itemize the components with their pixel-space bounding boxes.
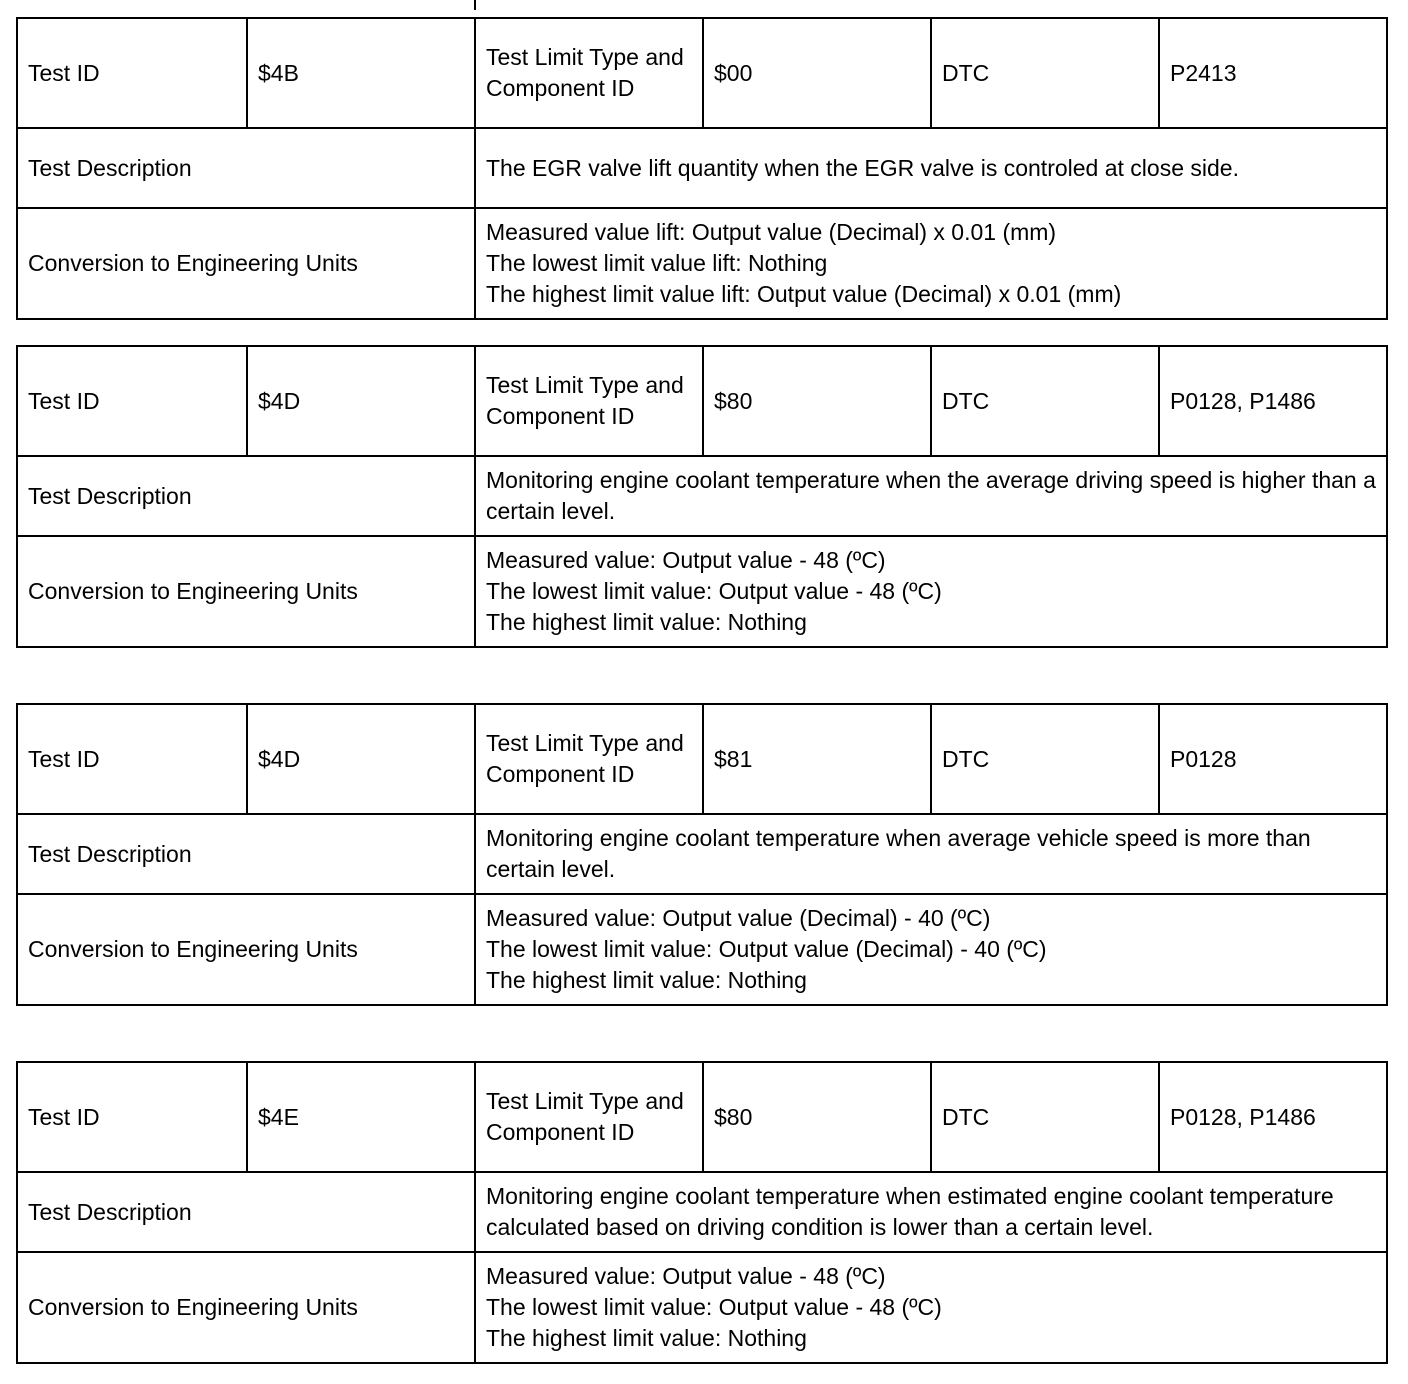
dtc-value: P0128, P1486 <box>1159 346 1387 456</box>
dtc-label: DTC <box>931 346 1159 456</box>
limit-type-label: Test Limit Type and Component ID <box>475 18 703 128</box>
header-row <box>17 704 1387 814</box>
conversion-line: The highest limit value: Nothing <box>486 967 807 993</box>
conversion-value <box>475 1252 1387 1363</box>
conversion-label: Conversion to Engineering Units <box>17 1252 475 1363</box>
dtc-value: P0128, P1486 <box>1159 1062 1387 1172</box>
conversion-line: The lowest limit value: Output value (Decimal) - 40 (ºC) <box>486 936 1047 962</box>
conversion-row <box>17 1252 1387 1363</box>
description-value: Monitoring engine coolant temperature when the average driving speed is higher than a certain level. <box>475 456 1387 536</box>
description-row <box>17 1172 1387 1252</box>
limit-type-value: $81 <box>703 704 931 814</box>
conversion-line: The lowest limit value lift: Nothing <box>486 250 828 276</box>
conversion-line: The lowest limit value: Output value - 48 (ºC) <box>486 578 942 604</box>
conversion-label: Conversion to Engineering Units <box>17 536 475 647</box>
conversion-row <box>17 208 1387 319</box>
test-id-value: $4E <box>247 1062 475 1172</box>
description-label: Test Description <box>17 456 475 536</box>
description-row <box>17 456 1387 536</box>
test-id-value: $4D <box>247 704 475 814</box>
header-row <box>17 18 1387 128</box>
description-value: Monitoring engine coolant temperature when average vehicle speed is more than certain level. <box>475 814 1387 894</box>
dtc-label: DTC <box>931 18 1159 128</box>
limit-type-label: Test Limit Type and Component ID <box>475 346 703 456</box>
test-id-label: Test ID <box>17 346 247 456</box>
conversion-line: Measured value: Output value - 48 (ºC) <box>486 547 886 573</box>
conversion-line: The lowest limit value: Output value - 48 (ºC) <box>486 1294 942 1320</box>
dtc-label: DTC <box>931 704 1159 814</box>
conversion-value <box>475 536 1387 647</box>
conversion-line: The highest limit value: Nothing <box>486 609 807 635</box>
conversion-line: Measured value: Output value (Decimal) - 40 (ºC) <box>486 905 991 931</box>
limit-type-value: $80 <box>703 346 931 456</box>
limit-type-label: Test Limit Type and Component ID <box>475 704 703 814</box>
test-id-value: $4B <box>247 18 475 128</box>
test-spec-table <box>16 1061 1388 1364</box>
description-label: Test Description <box>17 1172 475 1252</box>
header-row <box>17 346 1387 456</box>
conversion-line: The highest limit value: Nothing <box>486 1325 807 1351</box>
test-spec-table <box>16 345 1388 648</box>
test-spec-table <box>16 17 1388 320</box>
test-id-label: Test ID <box>17 18 247 128</box>
conversion-line: Measured value: Output value - 48 (ºC) <box>486 1263 886 1289</box>
description-label: Test Description <box>17 128 475 208</box>
page-edge-mark <box>474 0 476 10</box>
dtc-value: P0128 <box>1159 704 1387 814</box>
description-row <box>17 814 1387 894</box>
description-value: The EGR valve lift quantity when the EGR valve is controled at close side. <box>475 128 1387 208</box>
description-label: Test Description <box>17 814 475 894</box>
description-value: Monitoring engine coolant temperature when estimated engine coolant temperature calculated based on driving condition is lower than a certain level. <box>475 1172 1387 1252</box>
test-id-value: $4D <box>247 346 475 456</box>
conversion-line: Measured value lift: Output value (Decimal) x 0.01 (mm) <box>486 219 1057 245</box>
conversion-label: Conversion to Engineering Units <box>17 208 475 319</box>
dtc-value: P2413 <box>1159 18 1387 128</box>
conversion-value <box>475 894 1387 1005</box>
header-row <box>17 1062 1387 1172</box>
test-id-label: Test ID <box>17 704 247 814</box>
conversion-row <box>17 894 1387 1005</box>
limit-type-value: $80 <box>703 1062 931 1172</box>
test-spec-table <box>16 703 1388 1006</box>
conversion-row <box>17 536 1387 647</box>
conversion-label: Conversion to Engineering Units <box>17 894 475 1005</box>
limit-type-label: Test Limit Type and Component ID <box>475 1062 703 1172</box>
conversion-line: The highest limit value lift: Output value (Decimal) x 0.01 (mm) <box>486 281 1122 307</box>
limit-type-value: $00 <box>703 18 931 128</box>
conversion-value <box>475 208 1387 319</box>
description-row <box>17 128 1387 208</box>
test-id-label: Test ID <box>17 1062 247 1172</box>
dtc-label: DTC <box>931 1062 1159 1172</box>
